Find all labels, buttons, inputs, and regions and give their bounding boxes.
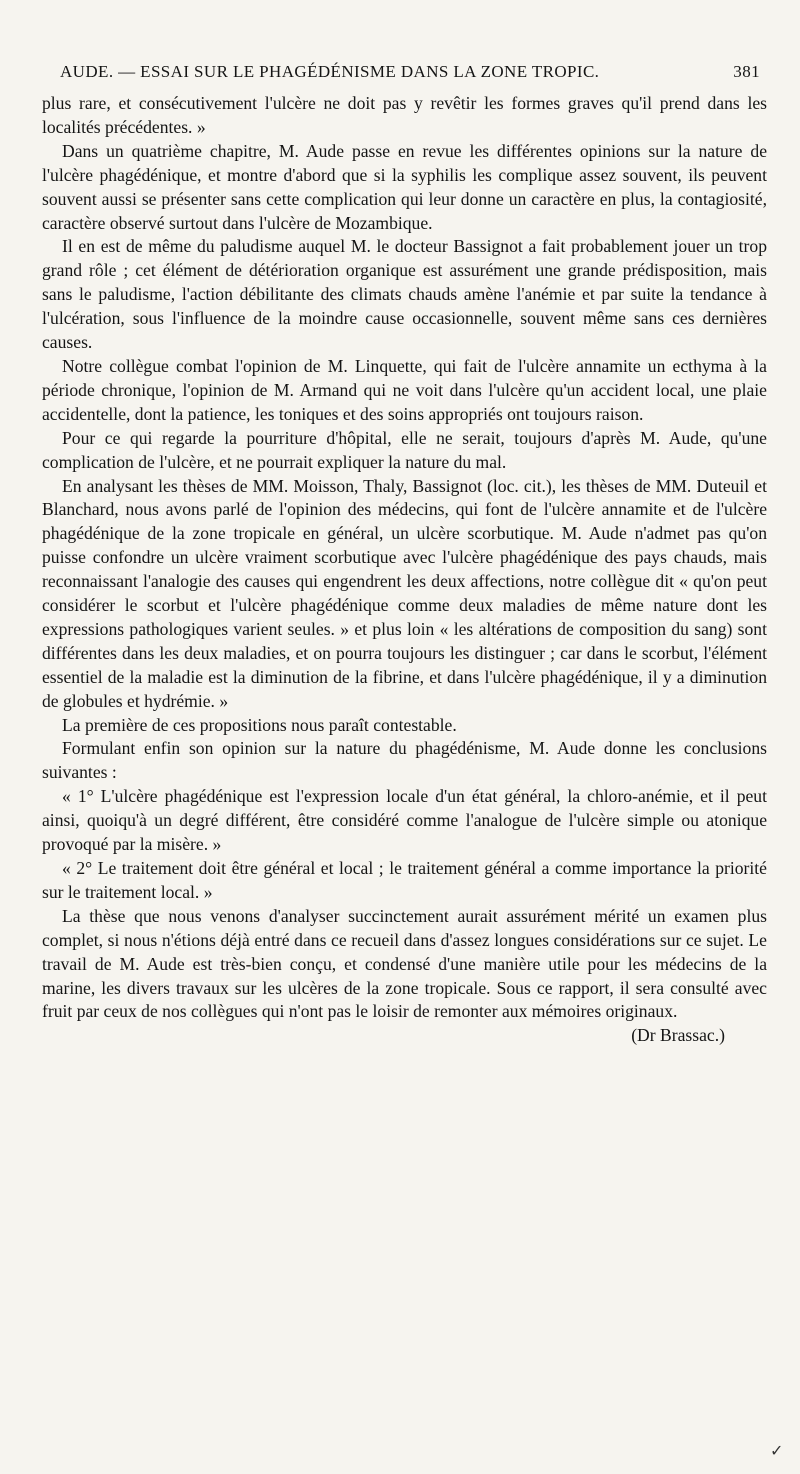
page-number: 381 [733, 62, 760, 81]
paragraph: Pour ce qui regarde la pourriture d'hôpital, elle ne serait, toujours d'après M. Aude, qu'une complication de l'ulcère, et ne pourrait expliquer la nature du mal. [42, 427, 767, 472]
signature: (Dr Brassac.) [631, 1025, 725, 1046]
body-text [42, 92, 767, 1048]
paragraph: Formulant enfin son opinion sur la nature du phagédénisme, M. Aude donne les conclusions suivantes : [42, 738, 767, 783]
paragraph: En analysant les thèses de MM. Moisson, Thaly, Bassignot (loc. cit.), les thèses de MM. Duteuil et Blanchard, nous avons parlé de l'opinion des médecins, qui font de l'ulcère annamite et de l'ulcère phagédénique de la zone tropicale en général, un ulcère scorbutique. M. Aude n'admet pas qu'on puisse confondre un ulcère vraiment scorbutique avec l'ulcère phagédénique des pays chauds, mais reconnaissant l'analogie des causes qui engendrent les deux affections, notre collègue dit « qu'on peut considérer le scorbut et l'ulcère phagédénique comme deux maladies de même nature dont les expressions pathologiques varient seules. » et plus loin « les altérations de composition du sang) sont différentes dans les deux maladies, et on pourra toujours les distinguer ; car dans le scorbut, l'élément essentiel de la maladie est la diminution de la fibrine, et dans l'ulcère phagédénique, il y a diminution de globules et hydrémie. » [42, 475, 767, 711]
paragraph: La première de ces propositions nous paraît contestable. [62, 714, 457, 735]
paragraph: Il en est de même du paludisme auquel M. le docteur Bassignot a fait probablement jouer un trop grand rôle ; cet élément de détérioration organique est assurément une grande prédisposition, mais sans le paludisme, l'action débilitante des climats chauds amène l'anémie et par suite la tendance à l'ulcération, sous l'influence de la moindre cause occasionnelle, souvent même sans ces dernières causes. [42, 236, 767, 353]
running-header [60, 62, 760, 82]
margin-mark: ✓ [770, 1443, 784, 1460]
running-title: AUDE. — ESSAI SUR LE PHAGÉDÉNISME DANS LA ZONE TROPIC. [60, 62, 600, 81]
paragraph: Dans un quatrième chapitre, M. Aude passe en revue les différentes opinions sur la nature de l'ulcère phagédénique, et montre d'abord que si la syphilis les complique assez souvent, ils peuvent souvent aussi se présenter sans cette complication qui leur donne un caractère en plus, la contagiosité, caractère observé surtout dans l'ulcère de Mozambique. [42, 140, 767, 233]
quoted-conclusion: « 1° L'ulcère phagédénique est l'expression locale d'un état général, la chloro-anémie, et il peut ainsi, quoiqu'à un degré différent, être considéré comme l'analogue de l'ulcère simple ou atonique provoqué par la misère. » [42, 786, 767, 855]
paragraph: La thèse que nous venons d'analyser succinctement aurait assurément mérité un examen plus complet, si nous n'étions déjà entré dans ce recueil dans d'assez longues considérations sur ce sujet. Le travail de M. Aude est très-bien conçu, et condensé d'une manière utile pour les médecins de la marine, les divers travaux sur les ulcères de la zone tropicale. Sous ce rapport, il sera consulté avec fruit par ceux de nos collègues qui n'ont pas le loisir de remonter aux mémoires originaux. [42, 905, 767, 1022]
paragraph: Notre collègue combat l'opinion de M. Linquette, qui fait de l'ulcère annamite un ecthyma à la période chronique, l'opinion de M. Armand qui ne voit dans l'ulcère qu'un accident local, une plaie accidentelle, dont la patience, les toniques et des soins appropriés ont toujours raison. [42, 355, 767, 424]
paragraph: plus rare, et consécutivement l'ulcère ne doit pas y revêtir les formes graves qu'il prend dans les localités précédentes. » [42, 93, 767, 137]
quoted-conclusion: « 2° Le traitement doit être général et local ; le traitement général a comme importance la priorité sur le traitement local. » [42, 858, 767, 902]
